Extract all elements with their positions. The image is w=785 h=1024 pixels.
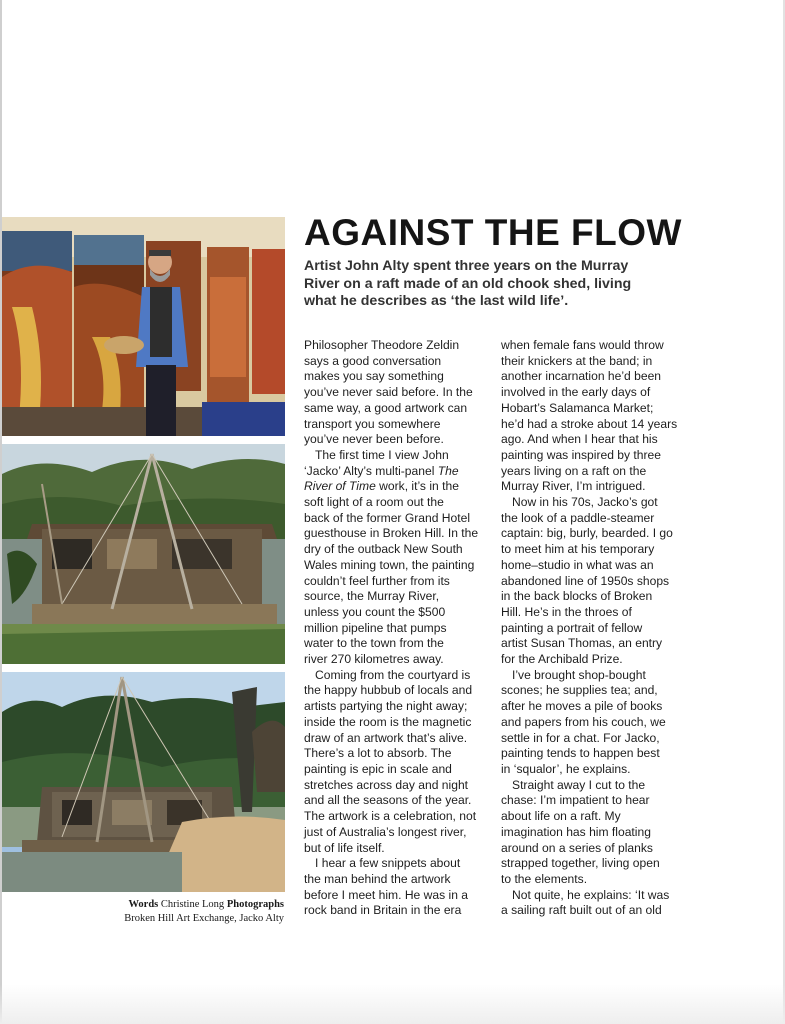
body-line: strapped together, living open bbox=[501, 856, 660, 871]
body-line: The artwork is a celebration, not bbox=[304, 809, 477, 824]
body-paragraph bbox=[304, 856, 489, 919]
body-paragraph bbox=[501, 888, 687, 919]
body-line: to meet him at his temporary bbox=[501, 542, 655, 557]
body-line: dry of the outback New South bbox=[304, 542, 463, 557]
body-line: years living on a raft on the bbox=[501, 463, 647, 478]
body-line: artists partying the night away; bbox=[304, 699, 468, 714]
standfirst-line: what he describes as ‘the last wild life’. bbox=[304, 293, 569, 309]
body-line: Hill. He’s in the throes of bbox=[501, 604, 632, 619]
body-line: he’d had a stroke about 14 years bbox=[501, 416, 678, 431]
body-line: in ‘squalor’, he explains. bbox=[501, 761, 631, 776]
body-line: stretches across day and night bbox=[304, 777, 469, 792]
body-column-2 bbox=[501, 338, 687, 919]
body-line: captain: big, burly, bearded. I go bbox=[501, 526, 673, 541]
body-line: involved in the early days of bbox=[501, 385, 651, 400]
body-column-1 bbox=[304, 338, 489, 919]
body-line: Coming from the courtyard is bbox=[315, 667, 471, 682]
standfirst-line: Artist John Alty spent three years on the Murray bbox=[304, 258, 629, 274]
article-headline: AGAINST THE FLOW bbox=[304, 212, 682, 253]
body-line: just of Australia’s longest river, bbox=[304, 824, 467, 839]
body-line: same way, a good artwork can bbox=[304, 400, 468, 415]
body-paragraph bbox=[304, 448, 489, 668]
body-line: the happy hubbub of locals and bbox=[304, 683, 473, 698]
body-line: around on a series of planks bbox=[501, 840, 653, 855]
body-paragraph bbox=[501, 338, 687, 495]
body-line: to the elements. bbox=[501, 871, 588, 886]
body-line: the man behind the artwork bbox=[304, 871, 451, 886]
body-line: makes you say something bbox=[304, 369, 444, 384]
body-line: home–studio in what was an bbox=[501, 557, 654, 572]
body-line: and papers from his couch, we bbox=[501, 714, 666, 729]
body-paragraph bbox=[501, 778, 687, 888]
body-line: says a good conversation bbox=[304, 353, 442, 368]
body-line: but of life itself. bbox=[304, 840, 385, 855]
body-line: painting is epic in scale and bbox=[304, 761, 452, 776]
body-line: Straight away I cut to the bbox=[512, 777, 646, 792]
body-line: source, the Murray River, bbox=[304, 589, 440, 604]
body-line: artist Susan Thomas, an entry bbox=[501, 636, 663, 651]
body-line: back of the former Grand Hotel bbox=[304, 510, 471, 525]
artist-portrait-photo bbox=[2, 217, 285, 436]
credit-words-label: Words bbox=[128, 899, 159, 910]
body-line: inside the room is the magnetic bbox=[304, 714, 472, 729]
body-line: couldn’t feel further from its bbox=[304, 573, 450, 588]
credit-words-name: Christine Long bbox=[160, 899, 225, 910]
body-line: rock band in Britain in the era bbox=[304, 903, 462, 918]
raft-on-river-photo bbox=[2, 444, 285, 664]
body-line: abandoned line of 1950s shops bbox=[501, 573, 670, 588]
body-line: guesthouse in Broken Hill. In the bbox=[304, 526, 479, 541]
body-line: I’ve brought shop-bought bbox=[512, 667, 646, 682]
body-paragraph bbox=[304, 668, 489, 856]
article-standfirst bbox=[304, 258, 674, 311]
page-bottom-shade bbox=[0, 984, 785, 1024]
body-line: soft light of a room out the bbox=[304, 495, 444, 510]
body-line: for the Archibald Prize. bbox=[501, 652, 623, 667]
body-line: ago. And when I hear that his bbox=[501, 432, 658, 447]
body-line: the look of a paddle-steamer bbox=[501, 510, 655, 525]
body-line: imagination has him floating bbox=[501, 824, 651, 839]
body-line: Philosopher Theodore Zeldin bbox=[304, 338, 460, 352]
body-line: unless you count the $500 bbox=[304, 604, 446, 619]
body-paragraph bbox=[304, 338, 489, 448]
body-line: ‘Jacko’ Alty’s multi-panel The bbox=[304, 463, 459, 478]
body-line: There’s a lot to absorb. The bbox=[304, 746, 452, 761]
body-line: a sailing raft built out of an old bbox=[501, 903, 662, 918]
body-line: chase: I’m impatient to hear bbox=[501, 793, 650, 808]
body-line: I hear a few snippets about bbox=[315, 856, 461, 871]
body-line: in the back blocks of Broken bbox=[501, 589, 653, 604]
body-line: before I meet him. He was in a bbox=[304, 887, 469, 902]
body-line: settle in for a chat. For Jacko, bbox=[501, 730, 660, 745]
body-line: scones; he supplies tea; and, bbox=[501, 683, 658, 698]
credit-photos-label: Photographs bbox=[226, 899, 284, 910]
body-line: you’ve never said before. In the bbox=[304, 385, 473, 400]
body-line: Not quite, he explains: ‘It was bbox=[512, 887, 670, 902]
body-line: transport you somewhere bbox=[304, 416, 441, 431]
body-line: another incarnation he’d been bbox=[501, 369, 662, 384]
body-line: their knickers at the band; in bbox=[501, 353, 653, 368]
body-line: after he moves a pile of books bbox=[501, 699, 663, 714]
body-line: Now in his 70s, Jacko’s got bbox=[512, 495, 658, 510]
body-line: Murray River, I’m intrigued. bbox=[501, 479, 646, 494]
body-paragraph bbox=[501, 668, 687, 778]
body-line: when female fans would throw bbox=[501, 338, 664, 352]
body-line: draw of an artwork that’s alive. bbox=[304, 730, 468, 745]
body-line: water to the town from the bbox=[304, 636, 444, 651]
body-line: river 270 kilometres away. bbox=[304, 652, 444, 667]
body-line: The first time I view John bbox=[315, 447, 449, 462]
body-line: painting was inspired by three bbox=[501, 447, 662, 462]
standfirst-line: River on a raft made of an old chook shed, living bbox=[304, 275, 632, 292]
raft-moored-photo bbox=[2, 672, 285, 892]
body-line: you’ve never been before. bbox=[304, 432, 444, 447]
body-line: Wales mining town, the painting bbox=[304, 557, 475, 572]
body-line: and all the seasons of the year. bbox=[304, 793, 472, 808]
body-line: million pipeline that pumps bbox=[304, 620, 447, 635]
body-line: about life on a raft. My bbox=[501, 809, 621, 824]
body-line: River of Time work, it’s in the bbox=[304, 479, 459, 494]
body-line: painting a portrait of fellow bbox=[501, 620, 643, 635]
body-line: Hobart’s Salamanca Market; bbox=[501, 400, 654, 415]
credit-photos-names: Broken Hill Art Exchange, Jacko Alty bbox=[124, 913, 284, 924]
body-line: painting tends to happen best bbox=[501, 746, 660, 761]
body-paragraph bbox=[501, 495, 687, 668]
photo-credit bbox=[90, 898, 284, 926]
